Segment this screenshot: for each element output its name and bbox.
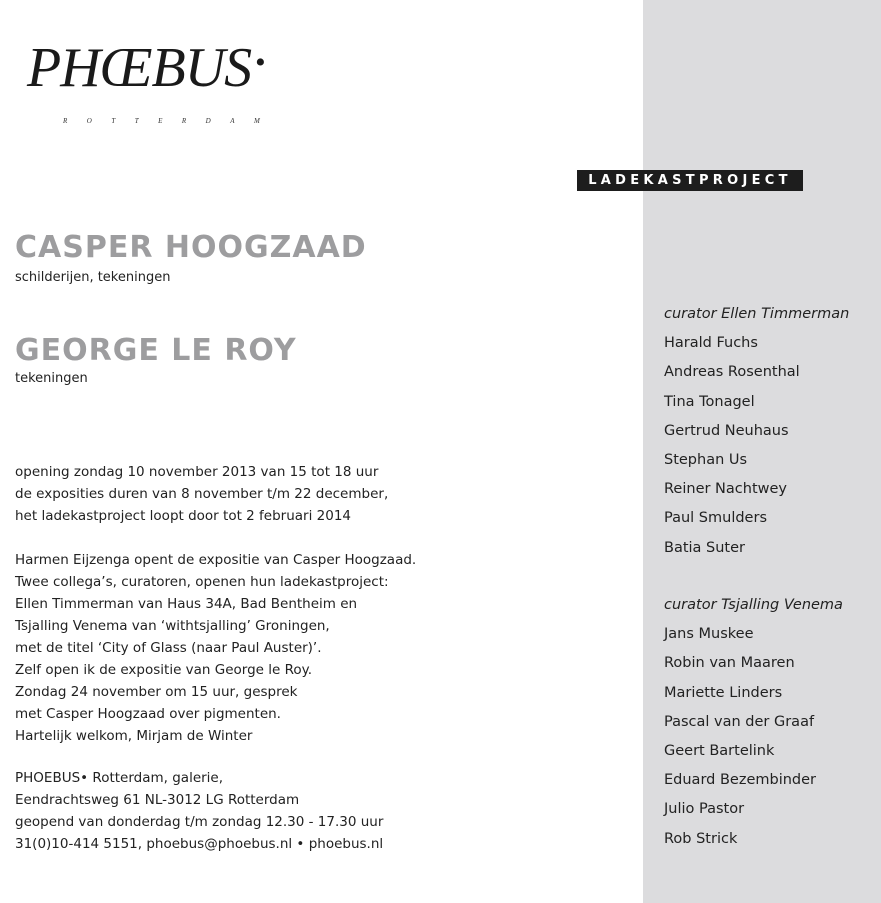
text-line: Ellen Timmerman van Haus 34A, Bad Bentheim en <box>15 596 358 612</box>
participant-name: Jans Muskee <box>664 626 754 643</box>
participant-name: Geert Bartelink <box>664 743 775 760</box>
text-line: Hartelijk welkom, Mirjam de Winter <box>15 728 253 744</box>
participant-name: Stephan Us <box>664 452 748 469</box>
gallery-info <box>15 767 383 855</box>
participant-name: Andreas Rosenthal <box>664 364 800 381</box>
participant-name: Eduard Bezembinder <box>664 772 816 789</box>
artist-title: CASPER HOOGZAAD <box>15 230 367 265</box>
participant-name: Harald Fuchs <box>664 335 758 352</box>
text-line: PHOEBUS• Rotterdam, galerie, <box>15 770 224 786</box>
opening-info <box>15 461 388 527</box>
artist-subtitle: schilderijen, tekeningen <box>15 270 171 285</box>
curator-label: curator Ellen Timmerman <box>664 306 850 322</box>
artist-title: GEORGE LE ROY <box>15 333 297 368</box>
text-line: geopend van donderdag t/m zondag 12.30 - 17.30 uur <box>15 814 384 830</box>
curator-group-timmerman <box>664 300 849 563</box>
ladekastproject-label: LADEKASTPROJECT <box>577 170 803 191</box>
text-line: met de titel ‘City of Glass (naar Paul Auster)’. <box>15 640 322 656</box>
announcement-text <box>15 549 416 747</box>
text-line: Harmen Eijzenga opent de expositie van Casper Hoogzaad. <box>15 552 417 568</box>
participant-name: Julio Pastor <box>664 801 745 818</box>
text-line: Eendrachtsweg 61 NL-3012 LG Rotterdam <box>15 792 300 808</box>
text-line: opening zondag 10 november 2013 van 15 tot 18 uur <box>15 464 379 480</box>
phoebus-logo <box>27 36 265 100</box>
text-line: Zondag 24 november om 15 uur, gesprek <box>15 684 298 700</box>
participant-name: Mariette Linders <box>664 684 783 701</box>
participant-name: Paul Smulders <box>664 510 767 527</box>
text-line: 31(0)10-414 5151, phoebus@phoebus.nl • phoebus.nl <box>15 836 384 852</box>
curator-label: curator Tsjalling Venema <box>664 597 843 613</box>
participant-name: Robin van Maaren <box>664 655 795 672</box>
logo-text: PHŒBUS <box>27 37 252 99</box>
participant-name: Pascal van der Graaf <box>664 713 815 730</box>
participant-name: Tina Tonagel <box>664 393 755 410</box>
text-line: met Casper Hoogzaad over pigmenten. <box>15 706 281 722</box>
text-line: Zelf open ik de expositie van George le Roy. <box>15 662 313 678</box>
participant-name: Batia Suter <box>664 539 746 556</box>
participant-name: Gertrud Neuhaus <box>664 422 789 439</box>
text-line: Twee collega’s, curatoren, openen hun ladekastproject: <box>15 574 389 590</box>
logo-dot: • <box>255 46 265 79</box>
text-line: de exposities duren van 8 november t/m 22 december, <box>15 486 389 502</box>
curator-group-venema <box>664 591 843 854</box>
logo-city: ROTTERDAM <box>63 117 280 125</box>
text-line: Tsjalling Venema van ‘withtsjalling’ Groningen, <box>15 618 330 634</box>
participant-name: Reiner Nachtwey <box>664 481 787 498</box>
text-line: het ladekastproject loopt door tot 2 februari 2014 <box>15 508 351 524</box>
artist-subtitle: tekeningen <box>15 371 88 386</box>
participant-name: Rob Strick <box>664 830 738 847</box>
